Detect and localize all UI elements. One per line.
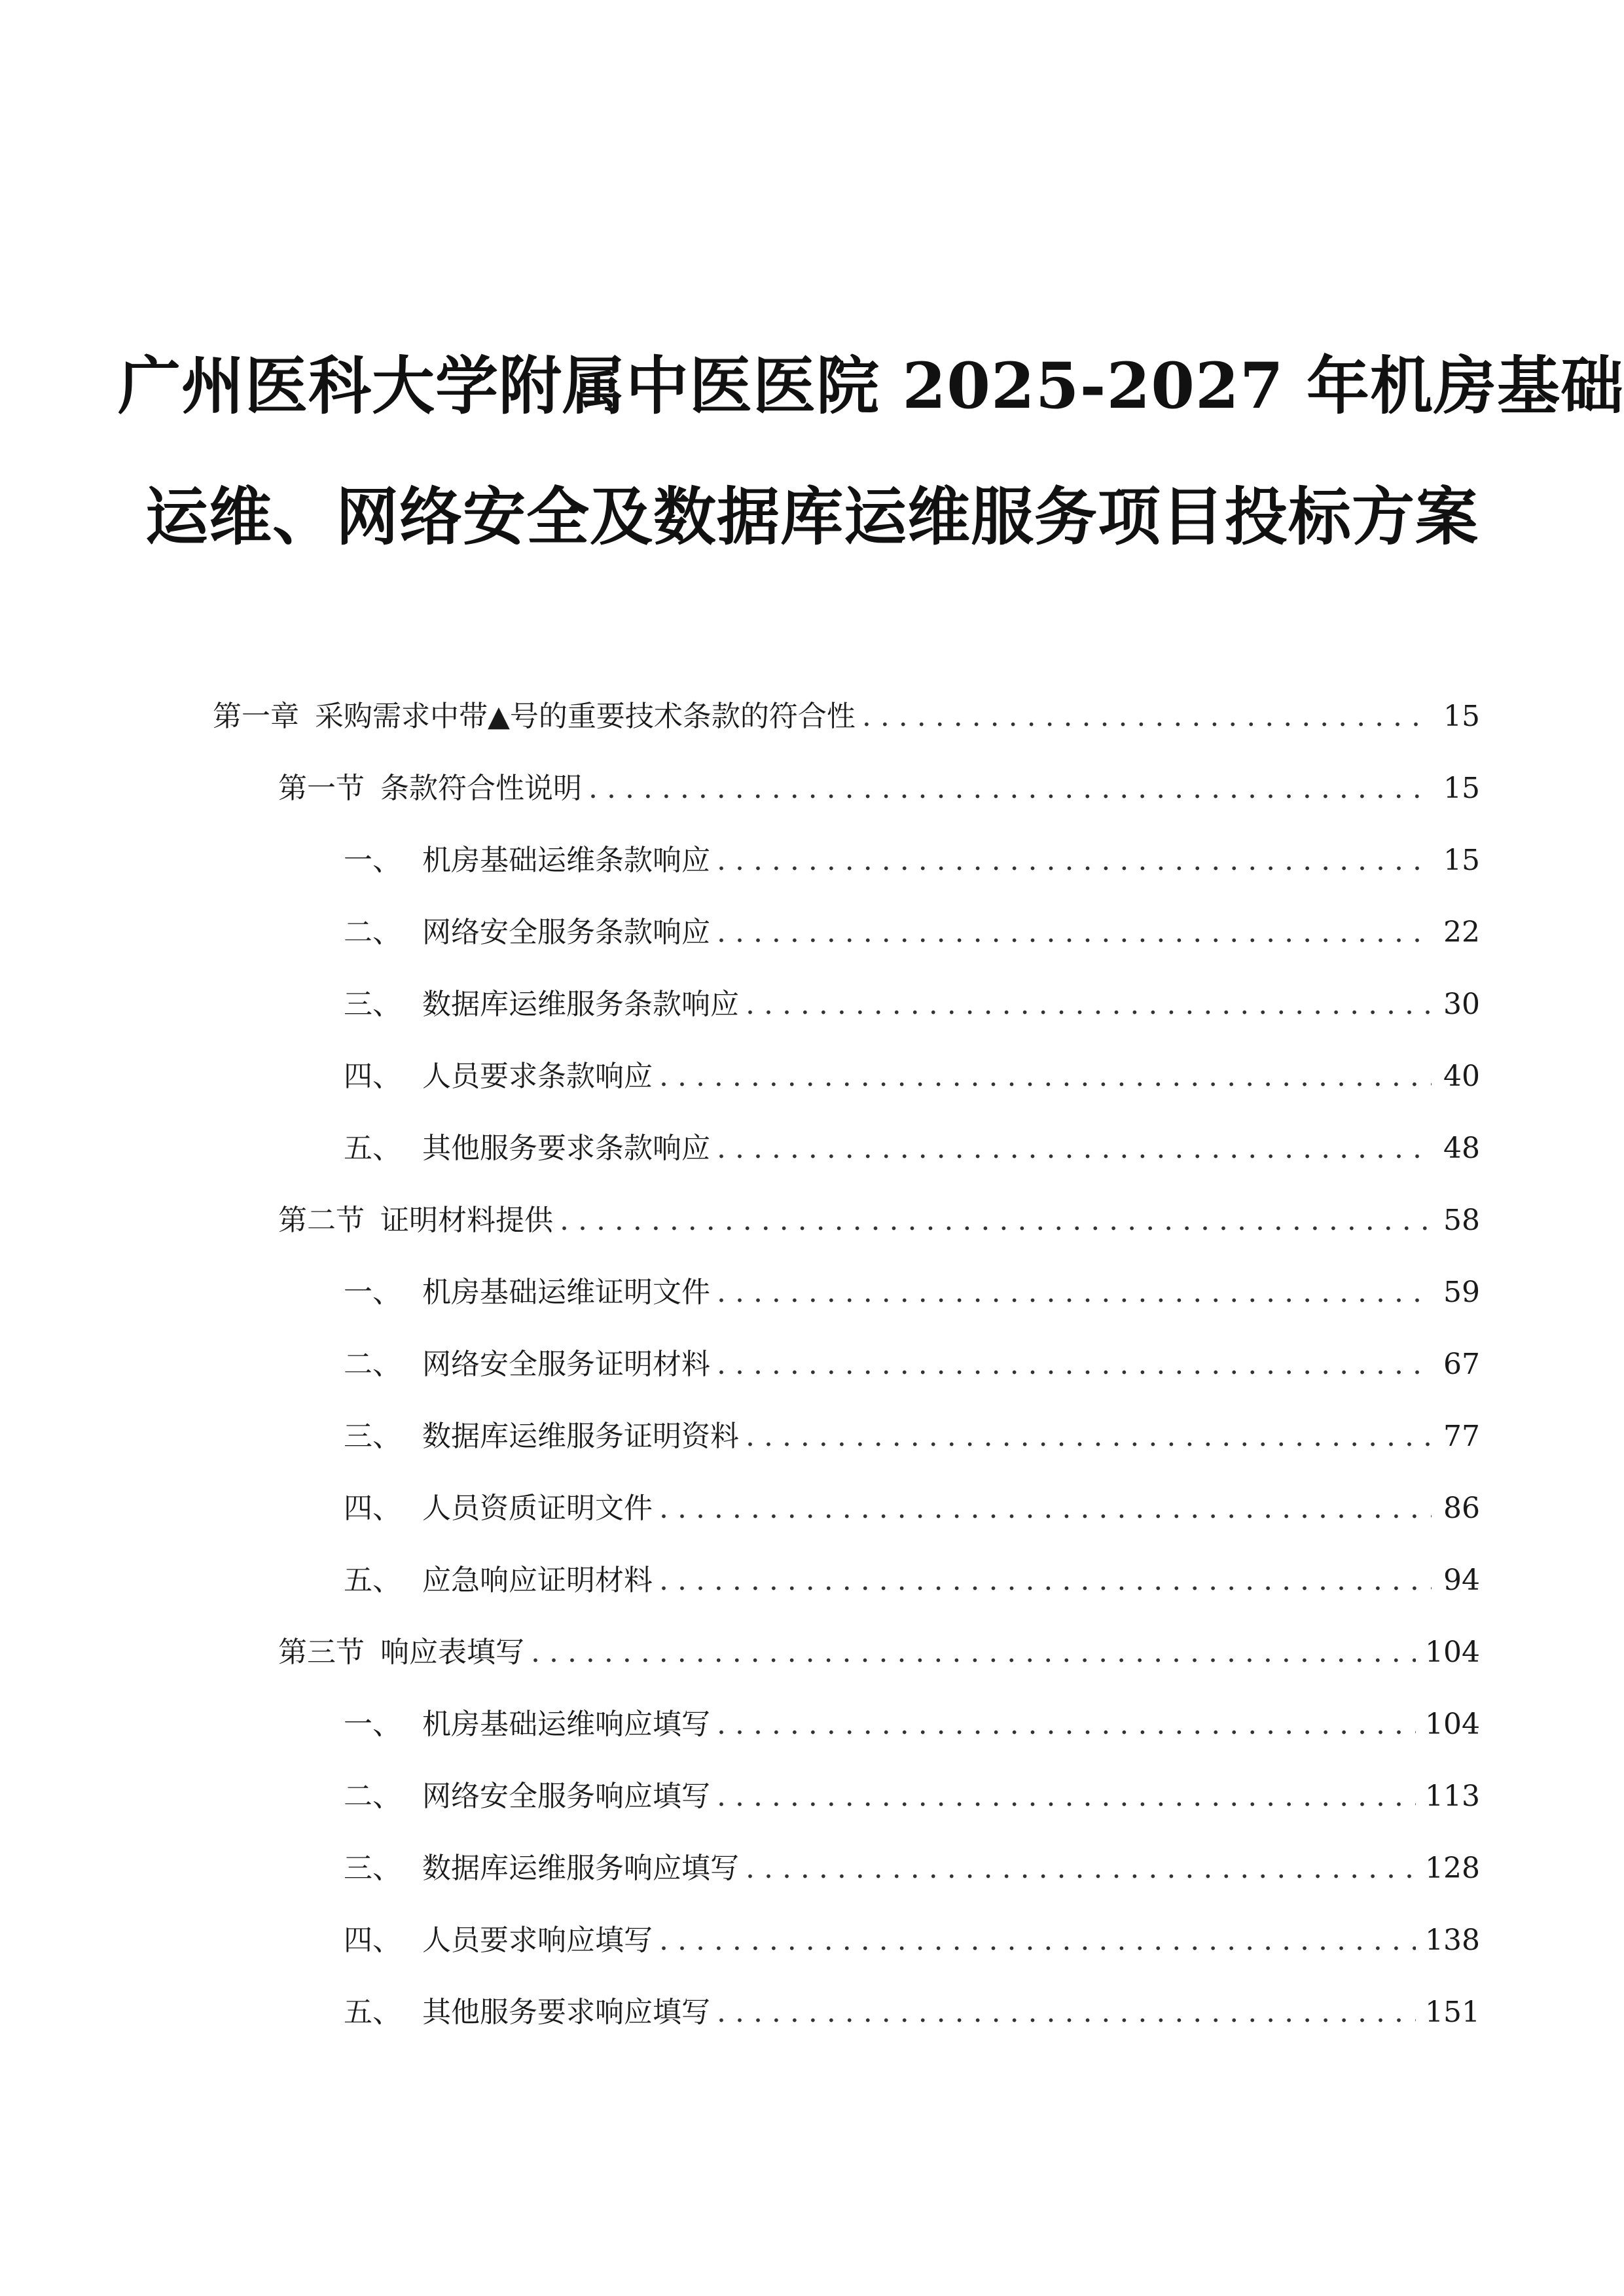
toc-entry-title: 网络安全服务条款响应 [422,916,710,949]
dot-leader [659,1918,1416,1964]
toc-entry-item[interactable] [344,1918,1480,1964]
toc-entry-item[interactable] [344,982,1480,1028]
toc-entry-page: 58 [1443,1204,1480,1237]
toc-entry-number: 四、 [344,1924,401,1957]
toc-entry-item[interactable] [344,1486,1480,1532]
toc-entry-page: 138 [1425,1924,1480,1957]
toc-entry-title: 机房基础运维证明文件 [422,1276,710,1309]
toc-entry-title: 数据库运维服务条款响应 [422,988,739,1021]
toc-entry-title: 响应表填写 [380,1636,524,1669]
toc-entry-number: 第一章 [213,700,299,733]
toc-entry-number: 二、 [344,1780,401,1813]
toc-entry-title: 其他服务要求响应填写 [422,1996,710,2029]
toc-entry-page: 151 [1425,1996,1480,2029]
dot-leader [659,1558,1432,1604]
dot-leader [717,1270,1432,1316]
toc-entry-number: 二、 [344,916,401,949]
toc-entry-page: 15 [1443,700,1480,733]
dot-leader [717,910,1432,956]
dot-leader [746,982,1432,1028]
toc-entry-number: 五、 [344,1132,401,1165]
dot-leader [717,1702,1416,1748]
dot-leader [659,1054,1432,1100]
toc-entry-title: 网络安全服务证明材料 [422,1348,710,1381]
toc-entry-number: 五、 [344,1564,401,1597]
dot-leader [717,1126,1432,1172]
document-title [118,321,1624,583]
dot-leader [531,1630,1416,1676]
toc-entry-title: 数据库运维服务证明资料 [422,1420,739,1453]
toc-entry-page: 67 [1443,1348,1480,1381]
toc-entry-number: 四、 [344,1060,401,1093]
title-line-2: 运维、网络安全及数据库运维服务项目投标方案 [145,480,1479,554]
toc-entry-item[interactable] [344,910,1480,956]
toc-entry-page: 40 [1443,1060,1480,1093]
toc-entry-item[interactable] [344,1414,1480,1460]
dot-leader [588,766,1432,812]
dot-leader [746,1846,1416,1892]
toc-entry-page: 59 [1443,1276,1480,1309]
toc-entry-page: 22 [1443,916,1480,949]
toc-entry-page: 15 [1443,772,1480,805]
toc-entry-section-2[interactable] [278,1198,1480,1244]
toc-entry-number: 三、 [344,1852,401,1885]
dot-leader [862,694,1432,740]
toc-entry-title: 人员资质证明文件 [422,1492,653,1525]
toc-entry-item[interactable] [344,1774,1480,1820]
toc-entry-section-3[interactable] [278,1630,1480,1676]
toc-entry-number: 二、 [344,1348,401,1381]
toc-entry-page: 104 [1425,1708,1480,1741]
toc-entry-number: 一、 [344,1708,401,1741]
toc-entry-number: 三、 [344,988,401,1021]
toc-entry-title: 人员要求响应填写 [422,1924,653,1957]
toc-entry-title: 其他服务要求条款响应 [422,1132,710,1165]
toc-entry-title: 采购需求中带▲号的重要技术条款的符合性 [315,700,856,733]
dot-leader [717,1990,1416,2036]
toc-entry-page: 30 [1443,988,1480,1021]
toc-entry-item[interactable] [344,1990,1480,2036]
toc-entry-number: 五、 [344,1996,401,2029]
toc-entry-item[interactable] [344,1702,1480,1748]
toc-entry-title: 机房基础运维响应填写 [422,1708,710,1741]
toc-entry-chapter-1[interactable] [213,694,1480,740]
toc-entry-title: 数据库运维服务响应填写 [422,1852,739,1885]
toc-entry-item[interactable] [344,1054,1480,1100]
toc-entry-number: 一、 [344,1276,401,1309]
toc-entry-item[interactable] [344,1126,1480,1172]
toc-entry-title: 网络安全服务响应填写 [422,1780,710,1813]
toc-entry-page: 77 [1443,1420,1480,1453]
toc-entry-number: 第三节 [278,1636,365,1669]
toc-entry-number: 一、 [344,844,401,877]
toc-entry-item[interactable] [344,1342,1480,1388]
toc-entry-title: 应急响应证明材料 [422,1564,653,1597]
dot-leader [746,1414,1432,1460]
toc-entry-item[interactable] [344,838,1480,884]
toc-entry-number: 第二节 [278,1204,365,1237]
toc-entry-page: 104 [1425,1636,1480,1669]
toc-entry-item[interactable] [344,1846,1480,1892]
toc-entry-item[interactable] [344,1270,1480,1316]
toc-entry-title: 条款符合性说明 [380,772,582,805]
dot-leader [717,838,1432,884]
toc-entry-page: 48 [1443,1132,1480,1165]
title-line-1: 广州医科大学附属中医医院 2025-2027 年机房基础 [118,349,1624,423]
toc-entry-title: 人员要求条款响应 [422,1060,653,1093]
toc-entry-page: 113 [1425,1780,1480,1813]
toc-entry-page: 86 [1443,1492,1480,1525]
toc-entry-page: 15 [1443,844,1480,877]
toc-entry-number: 四、 [344,1492,401,1525]
toc-entry-number: 三、 [344,1420,401,1453]
dot-leader [717,1774,1416,1820]
toc-entry-title: 证明材料提供 [380,1204,553,1237]
toc-entry-section-1[interactable] [278,766,1480,812]
dot-leader [717,1342,1432,1388]
toc-entry-item[interactable] [344,1558,1480,1604]
toc-entry-number: 第一节 [278,772,365,805]
dot-leader [560,1198,1432,1244]
toc-entry-title: 机房基础运维条款响应 [422,844,710,877]
toc-entry-page: 128 [1425,1852,1480,1885]
toc-entry-page: 94 [1443,1564,1480,1597]
dot-leader [659,1486,1432,1532]
